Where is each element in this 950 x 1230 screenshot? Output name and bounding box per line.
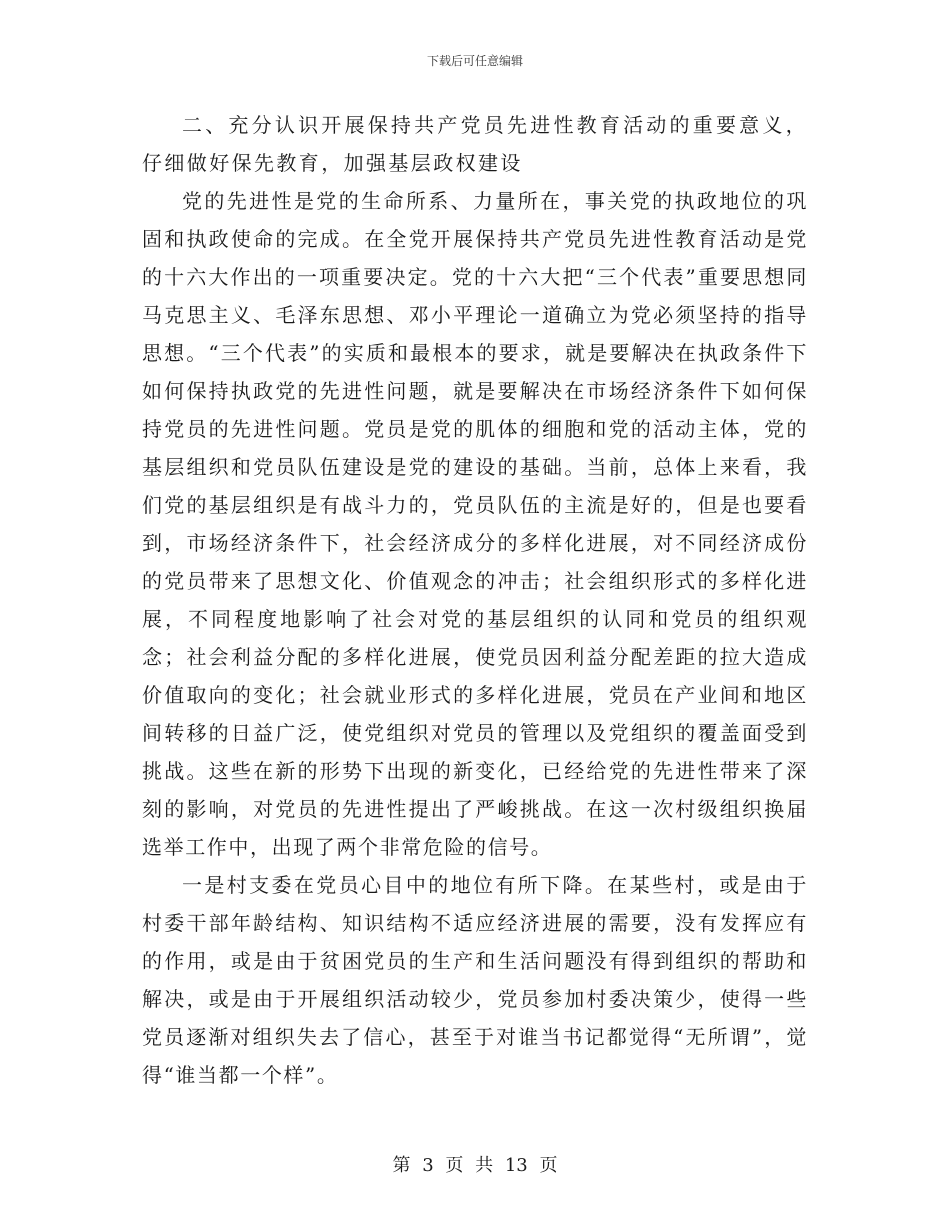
- document-body: [142, 106, 808, 1094]
- page-number: 第 3 页 共 13 页: [392, 1155, 558, 1176]
- paragraph: 党的先进性是党的生命所系、力量所在，事关党的执政地位的巩固和执政使命的完成。在全党开展保持共产党员先进性教育活动是党的十六大作出的一项重要决定。党的十六大把“三个代表”重要思想同马克思主义、毛泽东思想、邓小平理论一道确立为党必须坚持的指导思想。“三个代表”的实质和最根本的要求，就是要解决在执政条件下如何保持执政党的先进性问题，就是要解决在市场经济条件下如何保持党员的先进性问题。党员是党的肌体的细胞和党的活动主体，党的基层组织和党员队伍建设是党的建设的基础。当前，总体上来看，我们党的基层组织是有战斗力的，党员队伍的主流是好的，但是也要看到，市场经济条件下，社会经济成分的多样化进展，对不同经济成份的党员带来了思想文化、价值观念的冲击；社会组织形式的多样化进展，不同程度地影响了社会对党的基层组织的认同和党员的组织观念；社会利益分配的多样化进展，使党员因利益分配差距的拉大造成价值取向的变化；社会就业形式的多样化进展，党员在产业间和地区间转移的日益广泛，使党组织对党员的管理以及党组织的覆盖面受到挑战。这些在新的形势下出现的新变化，已经给党的先进性带来了深刻的影响，对党员的先进性提出了严峻挑战。在这一次村级组织换届选举工作中，出现了两个非常危险的信号。: [142, 189, 808, 859]
- paragraph: 一是村支委在党员心目中的地位有所下降。在某些村，或是由于村委干部年龄结构、知识结构不适应经济进展的需要，没有发挥应有的作用，或是由于贫困党员的生产和生活问题没有得到组织的帮助和解决，或是由于开展组织活动较少，党员参加村委决策少，使得一些党员逐渐对组织失去了信心，甚至于对谁当书记都觉得“无所谓”，觉得“谁当都一个样”。: [142, 873, 808, 1087]
- section-heading: 二、充分认识开展保持共产党员先进性教育活动的重要意义，仔细做好保先教育，加强基层政权建设: [142, 113, 808, 175]
- page-header: 下载后可任意编辑: [426, 54, 523, 68]
